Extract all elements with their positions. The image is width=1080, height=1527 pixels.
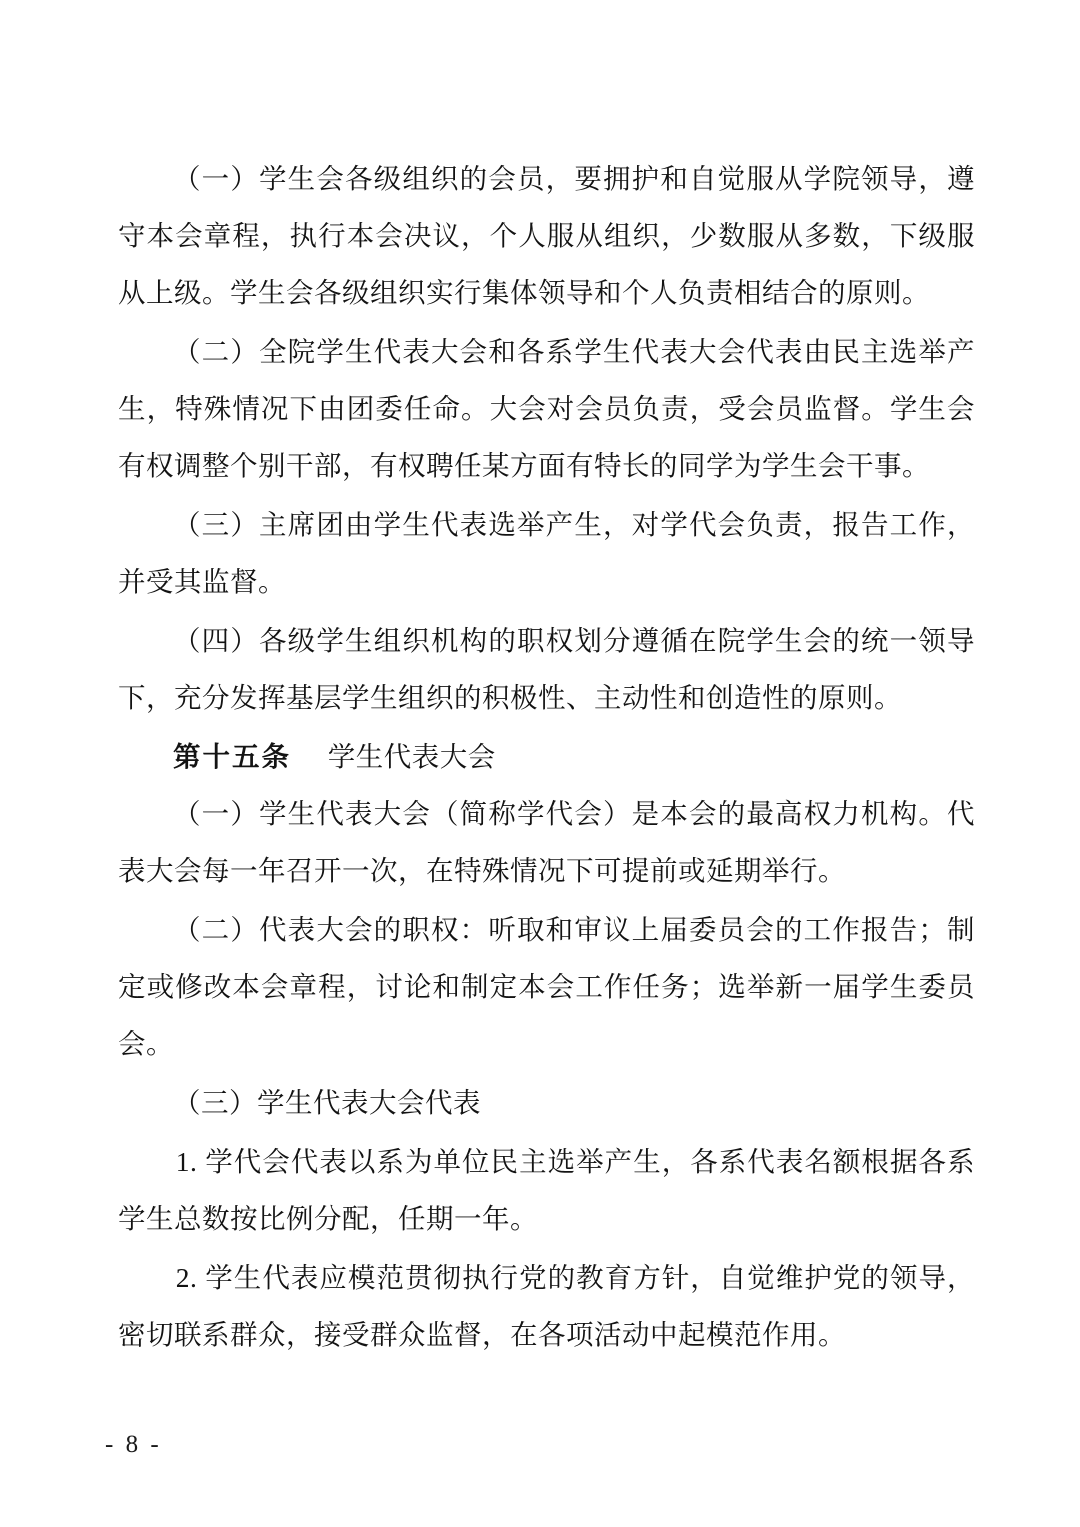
paragraph-item-6: （二）代表大会的职权：听取和审议上届委员会的工作报告；制定或修改本会章程，讨论和制定本会工作任务；选举新一届学生委员会。	[118, 914, 975, 1059]
page-number: - 8 -	[105, 1431, 162, 1458]
paragraph-item-7: （三）学生代表大会代表	[173, 1087, 481, 1118]
section-heading	[118, 728, 975, 785]
paragraph-item-8: 1. 学代会代表以系为单位民主选举产生，各系代表名额根据各系学生总数按比例分配，任期一年。	[118, 1146, 975, 1234]
section-heading-label: 第十五条	[173, 741, 291, 772]
paragraph-item-4: （四）各级学生组织机构的职权划分遵循在院学生会的统一领导下，充分发挥基层学生组织的积极性、主动性和创造性的原则。	[118, 625, 975, 713]
section-heading-title: 学生代表大会	[327, 741, 496, 772]
paragraph-item-3: （三）主席团由学生代表选举产生，对学代会负责，报告工作，并受其监督。	[118, 509, 975, 597]
paragraph-item-1: （一）学生会各级组织的会员，要拥护和自觉服从学院领导，遵守本会章程，执行本会决议，个人服从组织，少数服从多数，下级服从上级。学生会各级组织实行集体领导和个人负责相结合的原则。	[118, 163, 975, 308]
paragraph-item-5: （一）学生代表大会（简称学代会）是本会的最高权力机构。代表大会每一年召开一次，在特殊情况下可提前或延期举行。	[118, 798, 975, 886]
paragraph-item-2: （二）全院学生代表大会和各系学生代表大会代表由民主选举产生，特殊情况下由团委任命。大会对会员负责，受会员监督。学生会有权调整个别干部，有权聘任某方面有特长的同学为学生会干事。	[118, 336, 975, 481]
paragraph-item-9: 2. 学生代表应模范贯彻执行党的教育方针，自觉维护党的领导，密切联系群众，接受群众监督，在各项活动中起模范作用。	[118, 1262, 975, 1350]
